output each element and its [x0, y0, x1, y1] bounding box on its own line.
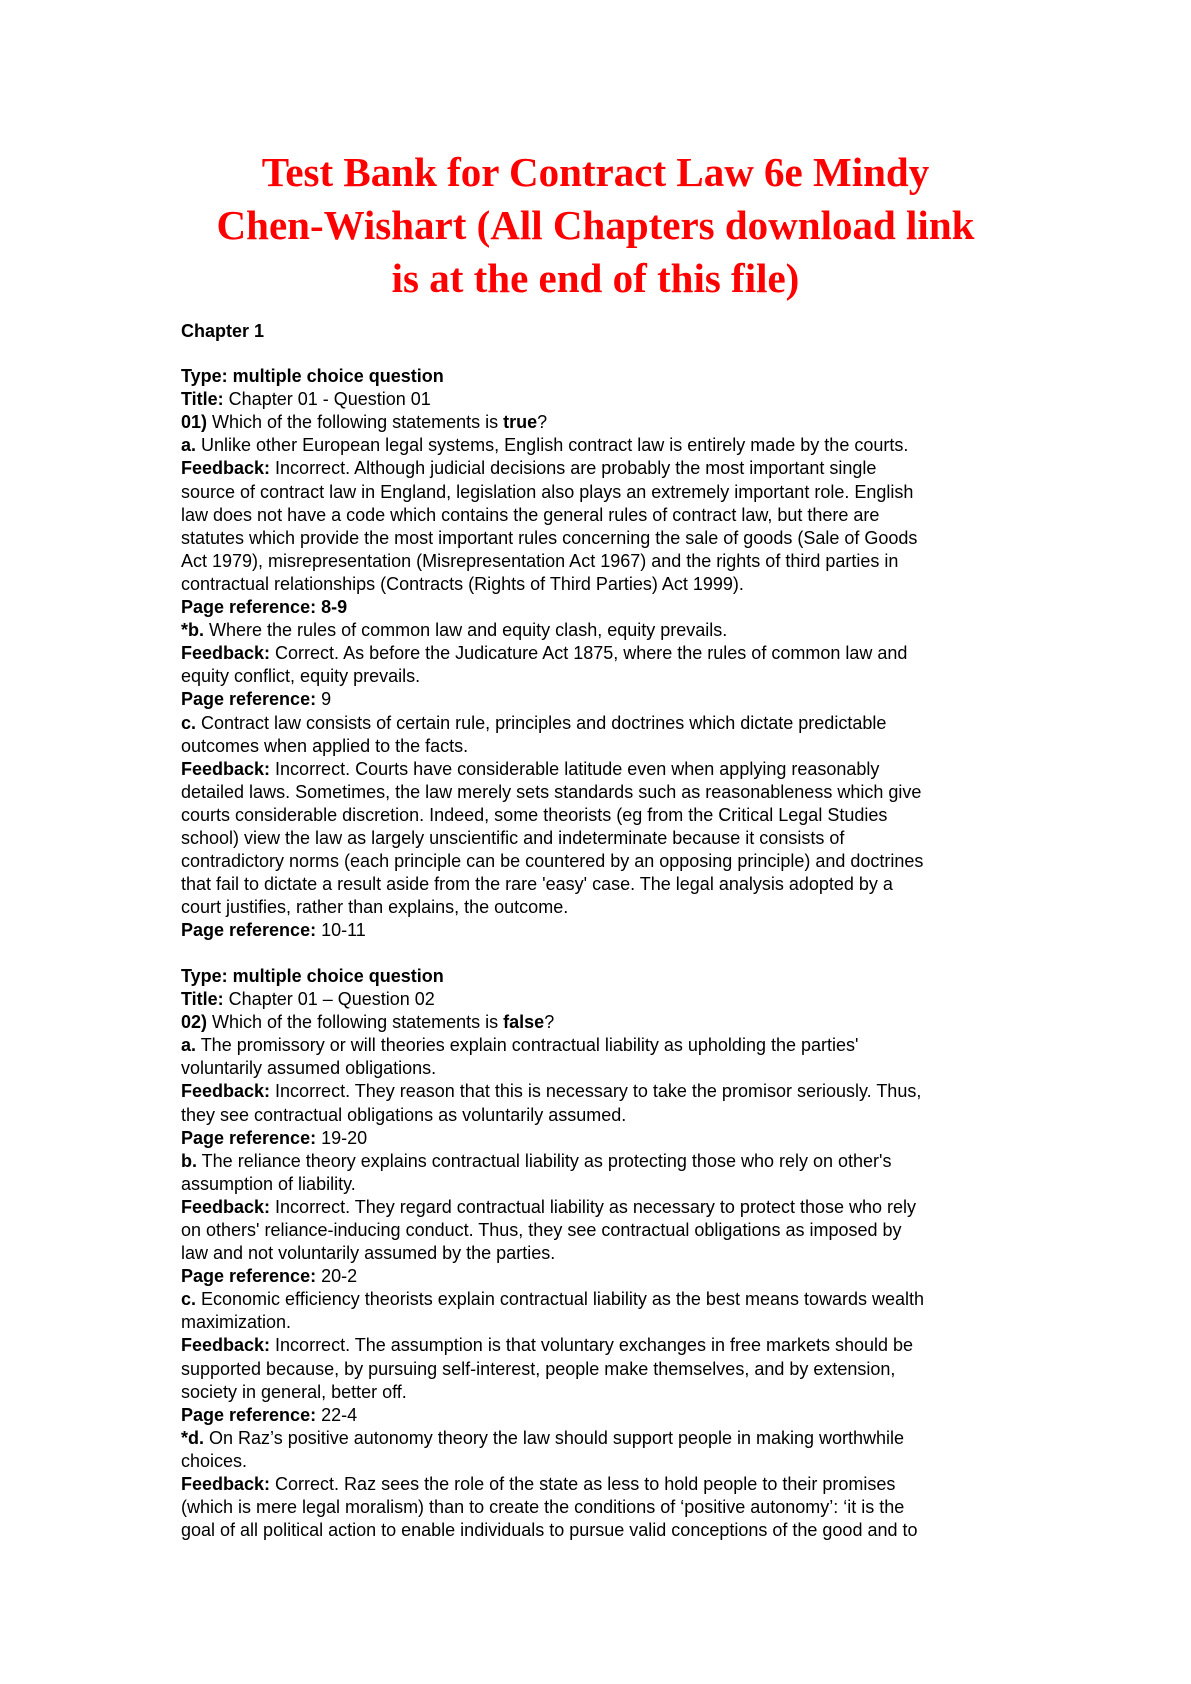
- page-reference: [181, 1265, 1041, 1288]
- title-label: Title:: [181, 989, 224, 1010]
- option-a: [181, 434, 1041, 457]
- page-ref-value: 9: [316, 689, 332, 710]
- page-reference: [181, 596, 1041, 619]
- option-text: Where the rules of common law and equity clash, equity prevails.: [204, 620, 728, 641]
- question-number: 02): [181, 1012, 208, 1033]
- stem-end: ?: [544, 1012, 555, 1033]
- page-reference: [181, 919, 1041, 942]
- question-stem: [181, 411, 1041, 434]
- stem-end: ?: [537, 412, 548, 433]
- feedback-line: Act 1979), misrepresentation (Misrepresentation Act 1967) and the rights of third parties in: [181, 550, 899, 571]
- feedback-line: (which is mere legal moralism) than to create the conditions of ‘positive autonomy’: ‘it is the: [181, 1497, 905, 1518]
- option-text-line: maximization.: [181, 1312, 292, 1333]
- document-title: [150, 146, 1041, 305]
- feedback-label: Feedback:: [181, 458, 271, 479]
- page-ref-value: 20-2: [316, 1266, 358, 1287]
- option-text-line: outcomes when applied to the facts.: [181, 735, 469, 756]
- chapter-heading: Chapter 1: [181, 321, 265, 341]
- option-label-correct: *d.: [181, 1427, 205, 1448]
- page-ref-label: Page reference:: [181, 920, 317, 941]
- question-title: [181, 388, 1041, 411]
- document-body: [181, 320, 1041, 1565]
- feedback-line: detailed laws. Sometimes, the law merely sets standards such as reasonableness which give: [181, 781, 922, 802]
- option-text: The promissory or will theories explain contractual liability as upholding the parties': [196, 1035, 859, 1056]
- feedback-line: law does not have a code which contains the general rules of contract law, but there are: [181, 504, 880, 525]
- feedback-text: Incorrect. They regard contractual liability as necessary to protect those who rely: [270, 1196, 917, 1217]
- stem-keyword: false: [503, 1012, 545, 1033]
- page-ref-label: Page reference:: [181, 1266, 317, 1287]
- question-block-02: [181, 965, 1041, 1542]
- question-title: [181, 988, 1041, 1011]
- feedback-line: statutes which provide the most important rules concerning the sale of goods (Sale of Goods: [181, 527, 918, 548]
- option-label: a.: [181, 435, 197, 456]
- page-ref-label: Page reference:: [181, 597, 317, 618]
- question-stem: [181, 1011, 1041, 1034]
- option-text-line: assumption of liability.: [181, 1173, 356, 1194]
- feedback-line: that fail to dictate a result aside from the rare 'easy' case. The legal analysis adopted by a: [181, 874, 893, 895]
- feedback-text: Correct. As before the Judicature Act 1875, where the rules of common law and: [270, 643, 908, 664]
- option-text: Contract law consists of certain rule, principles and doctrines which dictate predictable: [196, 712, 887, 733]
- feedback-line: law and not voluntarily assumed by the parties.: [181, 1243, 556, 1264]
- feedback-text: Incorrect. They reason that this is necessary to take the promisor seriously. Thus,: [270, 1081, 922, 1102]
- page-ref-label: Page reference:: [181, 1404, 317, 1425]
- option-a: [181, 1034, 1041, 1057]
- option-text: On Raz’s positive autonomy theory the law should support people in making worthwhile: [204, 1427, 905, 1448]
- feedback-line: [181, 642, 1041, 665]
- option-label-correct: *b.: [181, 620, 205, 641]
- feedback-text: Incorrect. Courts have considerable latitude even when applying reasonably: [270, 758, 880, 779]
- option-text: The reliance theory explains contractual liability as protecting those who rely on other's: [197, 1150, 892, 1171]
- feedback-label: Feedback:: [181, 643, 271, 664]
- option-c: [181, 1288, 1041, 1311]
- page-ref-label: Page reference:: [181, 1127, 317, 1148]
- question-number: 01): [181, 412, 208, 433]
- stem-text: Which of the following statements is: [207, 412, 504, 433]
- question-block-01: [181, 365, 1041, 942]
- feedback-label: Feedback:: [181, 758, 271, 779]
- page-ref-label: Page reference:: [181, 689, 317, 710]
- page-ref-value: 19-20: [316, 1127, 368, 1148]
- page-ref-value: 22-4: [316, 1404, 358, 1425]
- feedback-line: [181, 1473, 1041, 1496]
- option-text: Unlike other European legal systems, English contract law is entirely made by the courts.: [196, 435, 909, 456]
- feedback-label: Feedback:: [181, 1335, 271, 1356]
- feedback-line: [181, 1334, 1041, 1357]
- feedback-label: Feedback:: [181, 1474, 271, 1494]
- page-ref-value: 10-11: [316, 920, 366, 941]
- feedback-label: Feedback:: [181, 1081, 271, 1102]
- feedback-text: Correct. Raz sees the role of the state as less to hold people to their promises: [270, 1474, 896, 1494]
- feedback-text: Incorrect. The assumption is that voluntary exchanges in free markets should be: [270, 1335, 914, 1356]
- option-text: Economic efficiency theorists explain contractual liability as the best means towards wealth: [196, 1289, 925, 1310]
- feedback-line: [181, 457, 1041, 480]
- feedback-line: school) view the law as largely unscientific and indeterminate because it consists of: [181, 827, 845, 848]
- page-ref-value: 8-9: [321, 597, 348, 618]
- title-value: Chapter 01 – Question 02: [223, 989, 435, 1010]
- title-line: Test Bank for Contract Law 6e Mindy: [261, 149, 930, 195]
- feedback-line: source of contract law in England, legislation also plays an extremely important role. English: [181, 481, 914, 502]
- feedback-label: Feedback:: [181, 1196, 271, 1217]
- feedback-line: contractual relationships (Contracts (Rights of Third Parties) Act 1999).: [181, 573, 744, 594]
- option-text-line: voluntarily assumed obligations.: [181, 1058, 437, 1079]
- title-line: Chen-Wishart (All Chapters download link: [216, 202, 975, 248]
- option-label: c.: [181, 1289, 197, 1310]
- title-line: is at the end of this file): [391, 255, 800, 301]
- feedback-line: equity conflict, equity prevails.: [181, 666, 421, 687]
- option-c: [181, 712, 1041, 735]
- page-reference: [181, 688, 1041, 711]
- question-type: Type: multiple choice question: [181, 965, 444, 986]
- feedback-text: Incorrect. Although judicial decisions are probably the most important single: [270, 458, 877, 479]
- feedback-line: [181, 1080, 1041, 1103]
- page-reference: [181, 1127, 1041, 1150]
- stem-keyword: true: [503, 412, 538, 433]
- feedback-line: goal of all political action to enable individuals to pursue valid conceptions of the good and to: [181, 1520, 918, 1541]
- feedback-line: supported because, by pursuing self-interest, people make themselves, and by extension,: [181, 1358, 896, 1379]
- feedback-line: courts considerable discretion. Indeed, some theorists (eg from the Critical Legal Studies: [181, 804, 888, 825]
- option-b: [181, 619, 1041, 642]
- feedback-line: court justifies, rather than explains, the outcome.: [181, 897, 569, 918]
- option-text-line: choices.: [181, 1450, 248, 1471]
- question-type: Type: multiple choice question: [181, 366, 444, 387]
- title-value: Chapter 01 - Question 01: [223, 389, 431, 410]
- feedback-line: society in general, better off.: [181, 1381, 407, 1402]
- option-d: [181, 1427, 1041, 1450]
- feedback-line: contradictory norms (each principle can be countered by an opposing principle) and doctrines: [181, 851, 924, 872]
- stem-text: Which of the following statements is: [207, 1012, 504, 1033]
- option-label: a.: [181, 1035, 197, 1056]
- option-b: [181, 1150, 1041, 1173]
- page-reference: [181, 1404, 1041, 1427]
- feedback-line: [181, 758, 1041, 781]
- feedback-line: [181, 1196, 1041, 1219]
- option-label: c.: [181, 712, 197, 733]
- option-label: b.: [181, 1150, 197, 1171]
- feedback-line: on others' reliance-inducing conduct. Thus, they see contractual obligations as imposed by: [181, 1219, 902, 1240]
- title-label: Title:: [181, 389, 224, 410]
- feedback-line: they see contractual obligations as voluntarily assumed.: [181, 1104, 627, 1125]
